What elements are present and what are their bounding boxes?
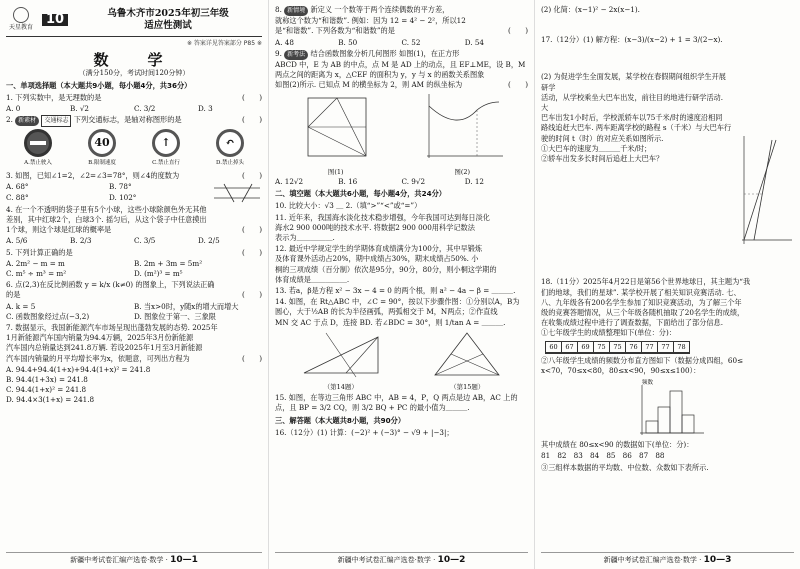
section-heading: 三、解答题（本大题共8小题，共90分） <box>275 415 406 425</box>
grade-badge: 10 <box>42 14 68 26</box>
option: B. 当x>0时，y随x的增大而增大 <box>134 301 239 311</box>
question-2: 2. 新素材 交通标志 下列交通标志，是轴对称图形的是 ( ) <box>6 115 262 127</box>
page-number: 10—1 <box>170 554 198 565</box>
new-material-tag: 新素材 <box>15 116 39 126</box>
option: A. 2m² − m = m <box>6 258 65 268</box>
question-5-options <box>6 259 262 279</box>
option: A. 12√2 <box>275 177 304 187</box>
publisher-logo <box>6 7 36 33</box>
option: C. 9√2 <box>401 177 426 187</box>
function-graph <box>417 92 507 164</box>
question-7-options <box>6 365 262 406</box>
option: D. 2/5 <box>198 236 220 246</box>
question-3-options <box>6 182 212 204</box>
option: D. 3 <box>198 104 213 114</box>
column-3 <box>534 0 800 569</box>
exam-title <box>74 8 262 32</box>
section-heading: 一、单项选择题（本大题共9小题，每小题4分，共36分） <box>6 80 192 90</box>
question-12: 12. 最近中学规定学生的学期体育成绩满分为100分，其中早锻炼 及体育课外活动占20%，期中成绩占30%，期末成绩占50%. 小 桐的三项成绩（百分制）依次是95分，90分，80分，则小桐这学期的 体育成绩是＿＿＿＿＿. <box>275 244 497 284</box>
question-15: 15. 如图，在等边三角形 ABC 中，AB = 4，P，Q 两点是边 AB，AC 上的 点，且 BP = 3/2 CQ，则 3/2 BQ + PC 的最小值为＿＿＿. <box>275 393 518 413</box>
option: D. 54 <box>464 37 484 47</box>
topic-tag: 交通标志 <box>41 115 71 127</box>
question-18: 18.（11分）2025年4月22日是第56个世界地球日，其主题为“我 们的地球，我们的星球”. 某学校开展了相关知识竞赛活动. 七、 八、九年级各有200名学生参加了知识竞赛活动，为了解三个年 级的竞赛答题情况，从三个年级各随机抽取了20名学生的成绩， 在收集成绩过程中进行了调查数据，下面给出了部分信息. ①七年级学生的成绩整理如下(单位：分)： <box>541 277 751 338</box>
publisher-name: 天星教育 <box>8 23 33 31</box>
question-9-figures <box>275 92 528 177</box>
question-16: 16.（12分）(1) 计算：(−2)² + (−3)° − √9 + |−3|； <box>275 427 454 437</box>
exam-title-line2: 适应性测试 <box>144 20 192 31</box>
question-18-data: 81 82 83 84 85 86 87 88 <box>541 451 665 461</box>
question-9: 9. 新考法 结合函数图象分析几何图形 如图(1)，在正方形 ABCD 中，E 为 AB 的中点，点 M 是 AD 上的动点，且 EF⊥ME，设 B，M 两点之间的距离为 x，△CEF 的面积为 y，y 与 x 的函数关系图象 如图(2)所示. 已知点 M 的横坐标为 2，则 AM 的纵坐标为 ( ) <box>275 48 528 90</box>
square-diagram <box>296 92 376 164</box>
sign-no-straight: ↑ C.禁止直行 <box>143 129 189 168</box>
subject-title: 数 学 <box>93 51 175 70</box>
option: A. k = 5 <box>6 301 36 311</box>
question-11: 11. 近年来，我国海水淡化技术稳步增强，今年我国可达到每日淡化 海水2 900 000吨的技术水平. 将数据2 900 000用科学记数法 表示为＿＿＿＿＿. <box>275 212 490 243</box>
question-3-body <box>6 182 262 204</box>
question-4: 4. 在一个不透明的袋子里有5个小球，这些小球除颜色外无其他 差别，其中红球2个，白球3个. 摇匀后，从这个袋子中任意摸出 1个球，则这个球是红球的概率是 ( ) <box>6 204 262 235</box>
score-info: （满分150分，考试时间120分钟） <box>78 69 190 78</box>
distance-time-graph <box>732 132 794 250</box>
question-17-part2 <box>541 72 794 250</box>
frequency-histogram <box>628 377 708 439</box>
new-method-tag: 新考法 <box>284 50 308 60</box>
option: A. 0 <box>6 104 21 114</box>
question-8-options <box>275 38 528 48</box>
option: D. 12 <box>464 177 484 187</box>
figure-1: 图(1) <box>296 92 376 177</box>
figure-15: （第15题） <box>427 329 507 392</box>
option: B. 50 <box>338 37 358 47</box>
answer-note: ※ 答案详见答案部分 P85 ※ <box>186 40 262 47</box>
new-context-tag: 新情境 <box>284 6 308 16</box>
histogram-ylabel: 频数 <box>641 380 653 387</box>
traffic-signs <box>6 129 262 168</box>
histogram-wrap <box>541 377 794 439</box>
question-6: 6. 点(2,3)在反比例函数 y = k/x (k≠0) 的图象上，下列说法正确 的是 ( ) <box>6 280 262 300</box>
option: D. (m²)³ = m⁵ <box>134 269 183 279</box>
questions-14-15-figures <box>275 329 528 392</box>
sign-no-u-turn: ↶ D.禁止掉头 <box>207 129 253 168</box>
figure-14: （第14题） <box>296 329 386 392</box>
sign-speed-limit: 40 B.限制速度 <box>79 129 125 168</box>
question-18-part3: 其中成绩在 80≤x<90 的数据如下(单位：分)： <box>541 440 694 450</box>
u-turn-icon: ↶ <box>216 129 244 157</box>
option: C. 52 <box>401 37 421 47</box>
option: C. 88° <box>6 192 29 202</box>
section-heading: 二、填空题（本大题共6小题，每小题4分，共24分） <box>275 189 446 199</box>
speed-limit-icon: 40 <box>88 129 116 157</box>
question-5: ( ) 5. 下列计算正确的是 <box>6 247 262 257</box>
question-7: 7. 数据显示，我国新能源汽车市场呈现出蓬勃发展的态势. 2025年 1月新能源汽车国内销量为94.4万辆，2025年3月份新能源 汽车国内总销量达到241.8万辆. 若设2025年1月至3月新能源 汽车国内销量的月平均增长率为x，依题意，可列出方程为 ( ) <box>6 323 262 363</box>
option: A. 5/6 <box>6 236 28 246</box>
option: A. 68° <box>6 181 29 191</box>
option: C. 3/5 <box>134 236 156 246</box>
grade7-scores-table: 60 67 69 75 75 76 77 77 78 <box>545 341 690 354</box>
up-arrow-icon: ↑ <box>152 129 180 157</box>
option: B. 2m + 3m = 5m² <box>134 258 203 268</box>
option: B. 94.4(1+3x) = 241.8 <box>6 375 88 385</box>
question-8: 8. 新情境 新定义 一个数等于两个连续偶数的平方差， 就称这个数为“和谐数”. 例如：因为 12 = 4² − 2²，所以12 是“和谐数”. 下列各数为“和谐数”的是 ( ) <box>275 5 528 36</box>
equilateral-triangle <box>427 329 507 379</box>
angle-figure <box>212 182 262 204</box>
question-6-options <box>6 302 262 322</box>
page-number: 10—3 <box>703 554 732 565</box>
question-9-options <box>275 177 528 187</box>
option: D. 102° <box>109 192 137 202</box>
sign-no-entry: A.禁止驶入 <box>15 129 61 168</box>
column-1 <box>0 0 268 569</box>
question-16-part2: (2) 化简：(x−1)² − 2x(x−1). <box>541 5 640 14</box>
page-footer: 新疆中考试卷汇编产选卷·数学 · 10—1 <box>6 552 262 565</box>
option: D. 94.4×3(1+x) = 241.8 <box>6 395 95 405</box>
figure-2: 图(2) <box>417 92 507 177</box>
question-10: 10. 比较大小：√3 ＿ 2.（填“>”“<”或“=”） <box>275 201 422 211</box>
question-4-options <box>6 236 262 246</box>
option: C. 94.4(1+x)² = 241.8 <box>6 385 87 395</box>
column-2 <box>268 0 534 569</box>
question-3: ( ) 3. 如图，已知∠1=2，∠2=∠3=78°，则∠4的度数为 <box>6 170 262 180</box>
page-footer: 新疆中考试卷汇编产选卷·数学 · 10—3 <box>541 552 794 565</box>
flower-icon <box>13 7 29 23</box>
question-1-options <box>6 104 262 114</box>
page-footer: 新疆中考试卷汇编产选卷·数学 · 10—2 <box>275 552 528 565</box>
option: B. √2 <box>70 104 90 114</box>
question-14: 14. 如图，在 Rt△ABC 中，∠C = 90°，按以下步骤作图：①分别以A，B为 圆心，大于½AB 的长为半径画弧，两弧相交于 M，N两点；②作直线 MN 交 AC 于点 D，连接 BD. 若∠BDC = 30°，则 1/tan A = ＿＿＿. <box>275 297 520 327</box>
option: D. 图象位于第一、三象限 <box>134 311 216 321</box>
option: C. 函数图象经过点(−3,2) <box>6 311 90 321</box>
question-17-text: (2) 为促进学生全面发展，某学校在春假期间组织学生开展研学 活动，从学校乘坐大巴车出发，前往目的地进行研学活动. 大 巴车出发1小时后，学校派轿车以75千米/时的速度沿相同 路线追赶大巴车. 两车距离学校的路程 s（千米）与大巴车行 驶的时间 t（时）的对应关系如图所示. ①大巴车的速度为＿＿＿千米/时； ②轿车出发多长时间后追赶上大巴车？ <box>541 72 732 164</box>
question-17: 17.（12分）(1) 解方程：(x−3)/(x−2) + 1 = 3/(2−x). <box>541 35 723 45</box>
page-number: 10—2 <box>437 554 466 565</box>
option: A. 94.4+94.4(1+x)+94.4(1+x)² = 241.8 <box>6 364 151 374</box>
option: A. 48 <box>275 37 294 47</box>
option: B. 2/3 <box>70 236 92 246</box>
no-entry-icon <box>24 129 52 157</box>
option: C. 3/2 <box>134 104 156 114</box>
exam-title-line1: 乌鲁木齐市2025年初三年级 <box>107 8 229 19</box>
question-18-part4: ③三组样本数据的平均数、中位数、众数如下表所示. <box>541 462 709 472</box>
triangle-construction <box>296 329 386 379</box>
header <box>6 4 262 37</box>
question-18-part2: ②八年级学生成绩的频数分布直方图如下（数据分成四组，60≤ x<70，70≤x<80，80≤x<90，90≤x≤100）： <box>541 355 744 376</box>
option: B. 16 <box>338 177 358 187</box>
option: B. 78° <box>109 181 132 191</box>
question-13: 13. 若a，β是方程 x² − 3x − 4 = 0 的两个根，则 a² − 4a − β = ＿＿＿. <box>275 286 516 296</box>
question-1: ( ) 1. 下列实数中，是无理数的是 <box>6 92 262 102</box>
option: C. m⁵ ÷ m³ = m² <box>6 269 67 279</box>
